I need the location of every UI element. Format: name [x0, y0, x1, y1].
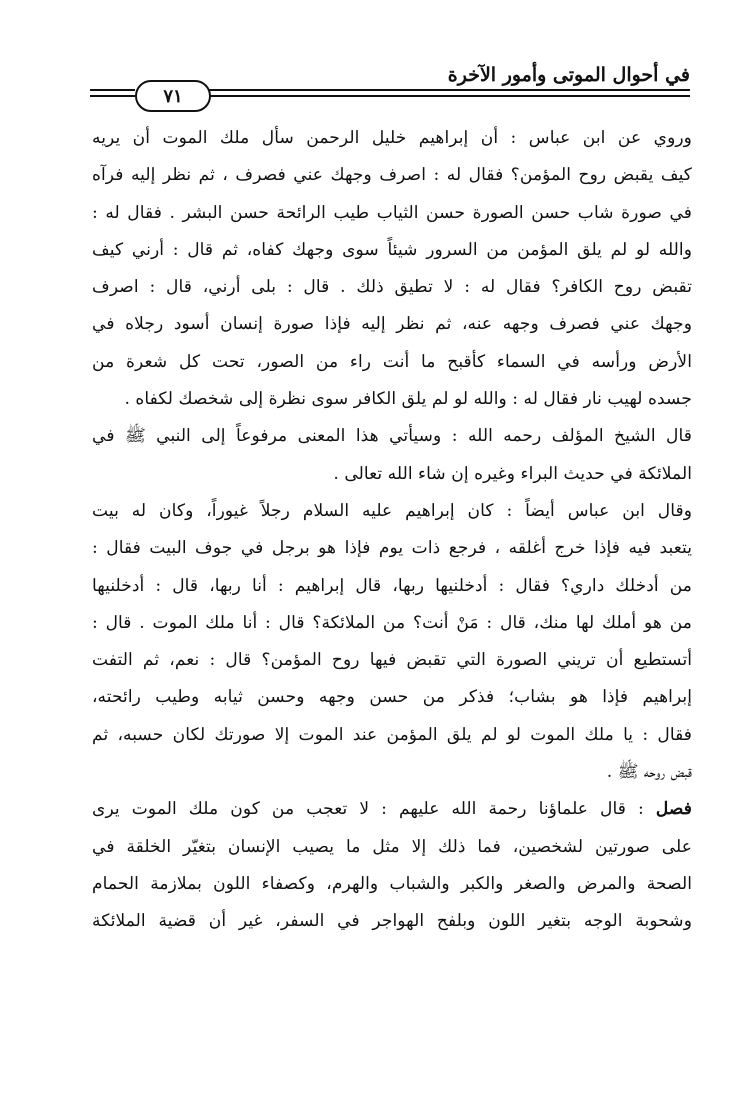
text-line: فقال : يا ملك الموت لو لم يلق المؤمن عند الموت إلا صورتك لكان حسبه، ثم: [92, 724, 692, 745]
text-line: وقال ابن عباس أيضاً : كان إبراهيم عليه السلام رجلاً غيوراً، وكان له بيت: [92, 500, 692, 521]
text-line: الملائكة في حديث البراء وغيره إن شاء الله تعالى .: [333, 463, 692, 484]
text-line: والله لو لم يلق المؤمن من السرور شيئاً سوى وجهك كفاه، ثم قال : أرني كيف: [92, 239, 692, 260]
text-line: وشحوبة الوجه بتغير اللون وبلفح الهواجر في السفر، غير أن قضية الملائكة: [92, 911, 692, 932]
page-number-frame: [135, 80, 211, 112]
header-rule: [90, 95, 135, 97]
text-line: في صورة شاب حسن الصورة حسن الثياب طيب الرائحة حسن البشر . فقال له :: [92, 202, 692, 223]
text-line: قبض روحه ﷺ .: [606, 762, 692, 783]
text-line: قال الشيخ المؤلف رحمه الله : وسيأتي هذا المعنى مرفوعاً إلى النبي ﷺ في: [92, 426, 692, 447]
text-line: جسده لهيب نار فقال له : والله لو لم يلق الكافر سوى نظرة إلى شخصك لكفاه .: [124, 389, 692, 410]
text-line: من أدخلك داري؟ فقال : أدخلنيها ربها، قال إبراهيم : أنا ربها، قال : أدخلنيها: [92, 575, 692, 596]
text-line: من هو أملك لها منك، قال : مَنْ أنت؟ من الملائكة؟ قال : أنا ملك الموت . قال :: [92, 612, 692, 633]
text-line: وروي عن ابن عباس : أن إبراهيم خليل الرحمن سأل ملك الموت أن يريه: [92, 128, 692, 148]
section-label: فصل: [655, 799, 692, 820]
text-line: فصل : قال علماؤنا رحمة الله عليهم : لا تعجب من كون ملك الموت يرى: [92, 799, 692, 820]
header-rule: [209, 95, 690, 97]
text-line: أتستطيع أن تريني الصورة التي تقبض فيها روح المؤمن؟ قال : نعم، ثم التفت: [92, 650, 692, 671]
header-rule: [209, 89, 690, 91]
text-line: كيف يقبض روح المؤمن؟ فقال له : اصرف وجهك عني فصرف ، ثم نظر إليه فرآه: [92, 165, 692, 186]
running-title: في أحوال الموتى وأمور الآخرة: [447, 64, 690, 86]
text-line: إبراهيم فإذا هو بشاب؛ فذكر من حسن وجهه وحسن ثيابه وطيب رائحته،: [92, 687, 692, 708]
text-line: الأرض ورأسه في السماء كأقبح ما أنت راء من الصور، تحت كل شعرة من: [92, 351, 692, 372]
text-line: تقبض روح الكافر؟ فقال له : لا تطيق ذلك . قال : بلى أرني، قال : اصرف: [92, 277, 692, 298]
page-header: [90, 62, 690, 110]
text-line: على صورتين لشخصين، فما ذلك إلا مثل ما يصيب الإنسان بتغيّر الخلقة في: [92, 836, 692, 857]
page-number: ٧١: [163, 85, 183, 107]
text-line: الصحة والمرض والصغر والكبر والشباب والهرم، وكصفاء اللون بملازمة الحمام: [92, 873, 692, 894]
text-line: وجهك عني فصرف وجهه عنه، ثم نظر إليه فإذا صورة إنسان أسود رجلاه في: [92, 314, 692, 335]
body-text: [92, 120, 692, 941]
text-line: يتعبد فيه فإذا خرج أغلقه ، فرجع ذات يوم فإذا هو برجل في جوف البيت فقال :: [92, 538, 692, 559]
header-rule: [90, 89, 135, 91]
